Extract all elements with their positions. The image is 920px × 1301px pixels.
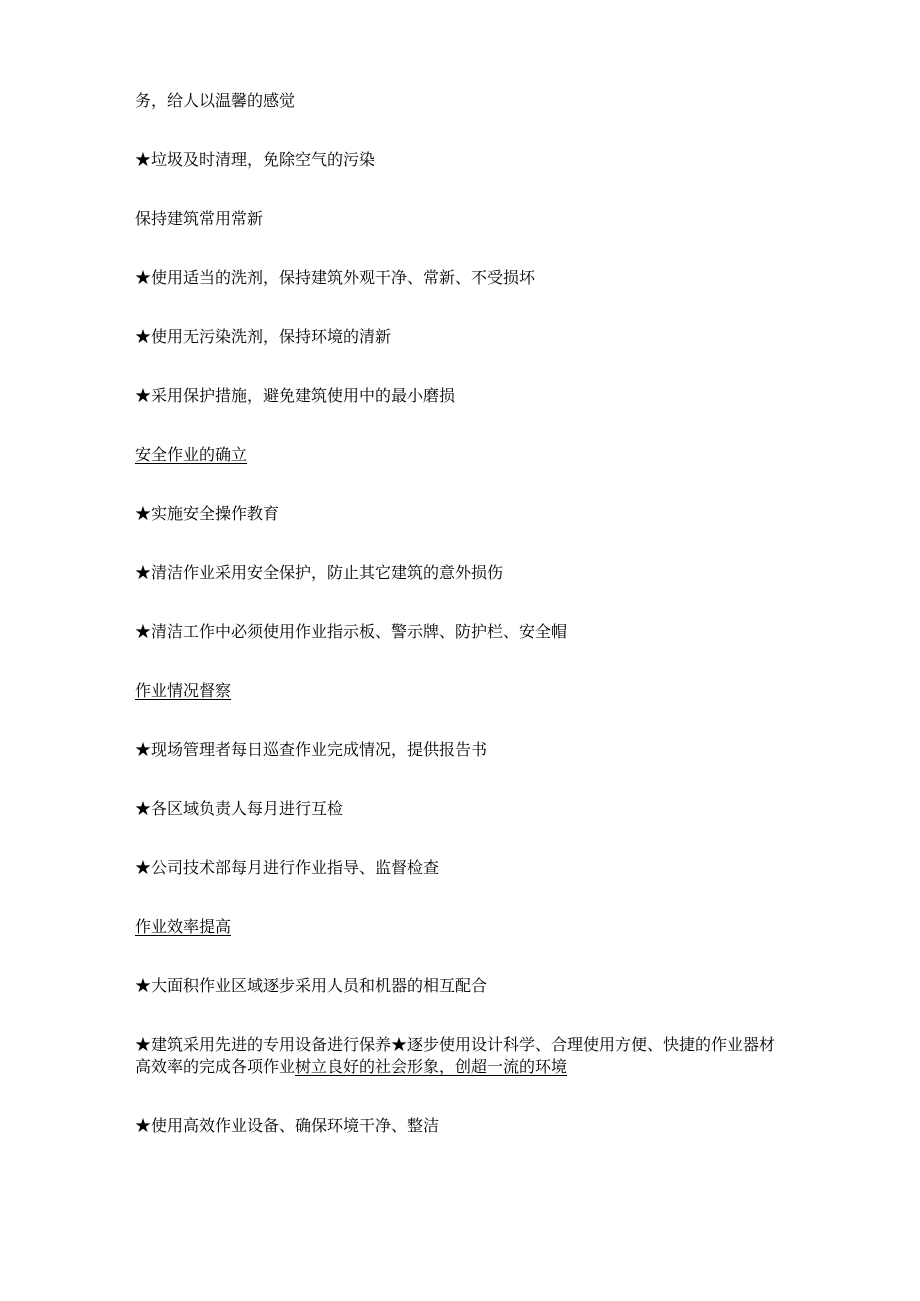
paragraph-service-warmth: 务，给人以温馨的感觉: [135, 91, 296, 110]
paragraph-keep-building-new: 保持建筑常用常新: [135, 209, 264, 228]
paragraph-monthly-mutual-check: ★各区域负责人每月进行互检: [135, 799, 344, 818]
paragraph-daily-inspection: ★现场管理者每日巡查作业完成情况，提供报告书: [135, 740, 488, 759]
paragraph-advanced-equipment-text: ★建筑采用先进的专用设备进行保养★逐步使用设计科学、合理使用方便、快捷的作业器材高效率的完成各项作业: [135, 1035, 776, 1076]
paragraph-pollution-free-detergent: ★使用无污染洗剂，保持环境的清新: [135, 327, 392, 346]
paragraph-garbage-cleanup: ★垃圾及时清理，免除空气的污染: [135, 150, 376, 169]
paragraph-advanced-equipment-underlined: 树立良好的社会形象，创超一流的环境: [295, 1057, 568, 1076]
heading-efficiency-improvement: 作业效率提高: [135, 917, 232, 936]
paragraph-advanced-equipment: [135, 1034, 775, 1078]
paragraph-efficient-equipment: ★使用高效作业设备、确保环境干净、整洁: [135, 1116, 440, 1135]
paragraph-protective-measures: ★采用保护措施，避免建筑使用中的最小磨损: [135, 386, 456, 405]
paragraph-appropriate-detergent: ★使用适当的洗剂，保持建筑外观干净、常新、不受损坏: [135, 268, 536, 287]
heading-safety-operations: 安全作业的确立: [135, 445, 248, 464]
paragraph-warning-signs: ★清洁工作中必须使用作业指示板、警示牌、防护栏、安全帽: [135, 622, 568, 641]
heading-work-supervision: 作业情况督察: [135, 681, 232, 700]
paragraph-safety-protection: ★清洁作业采用安全保护，防止其它建筑的意外损伤: [135, 563, 504, 582]
paragraph-people-and-machines: ★大面积作业区域逐步采用人员和机器的相互配合: [135, 976, 488, 995]
paragraph-technical-guidance: ★公司技术部每月进行作业指导、监督检查: [135, 858, 440, 877]
paragraph-safety-education: ★实施安全操作教育: [135, 504, 280, 523]
